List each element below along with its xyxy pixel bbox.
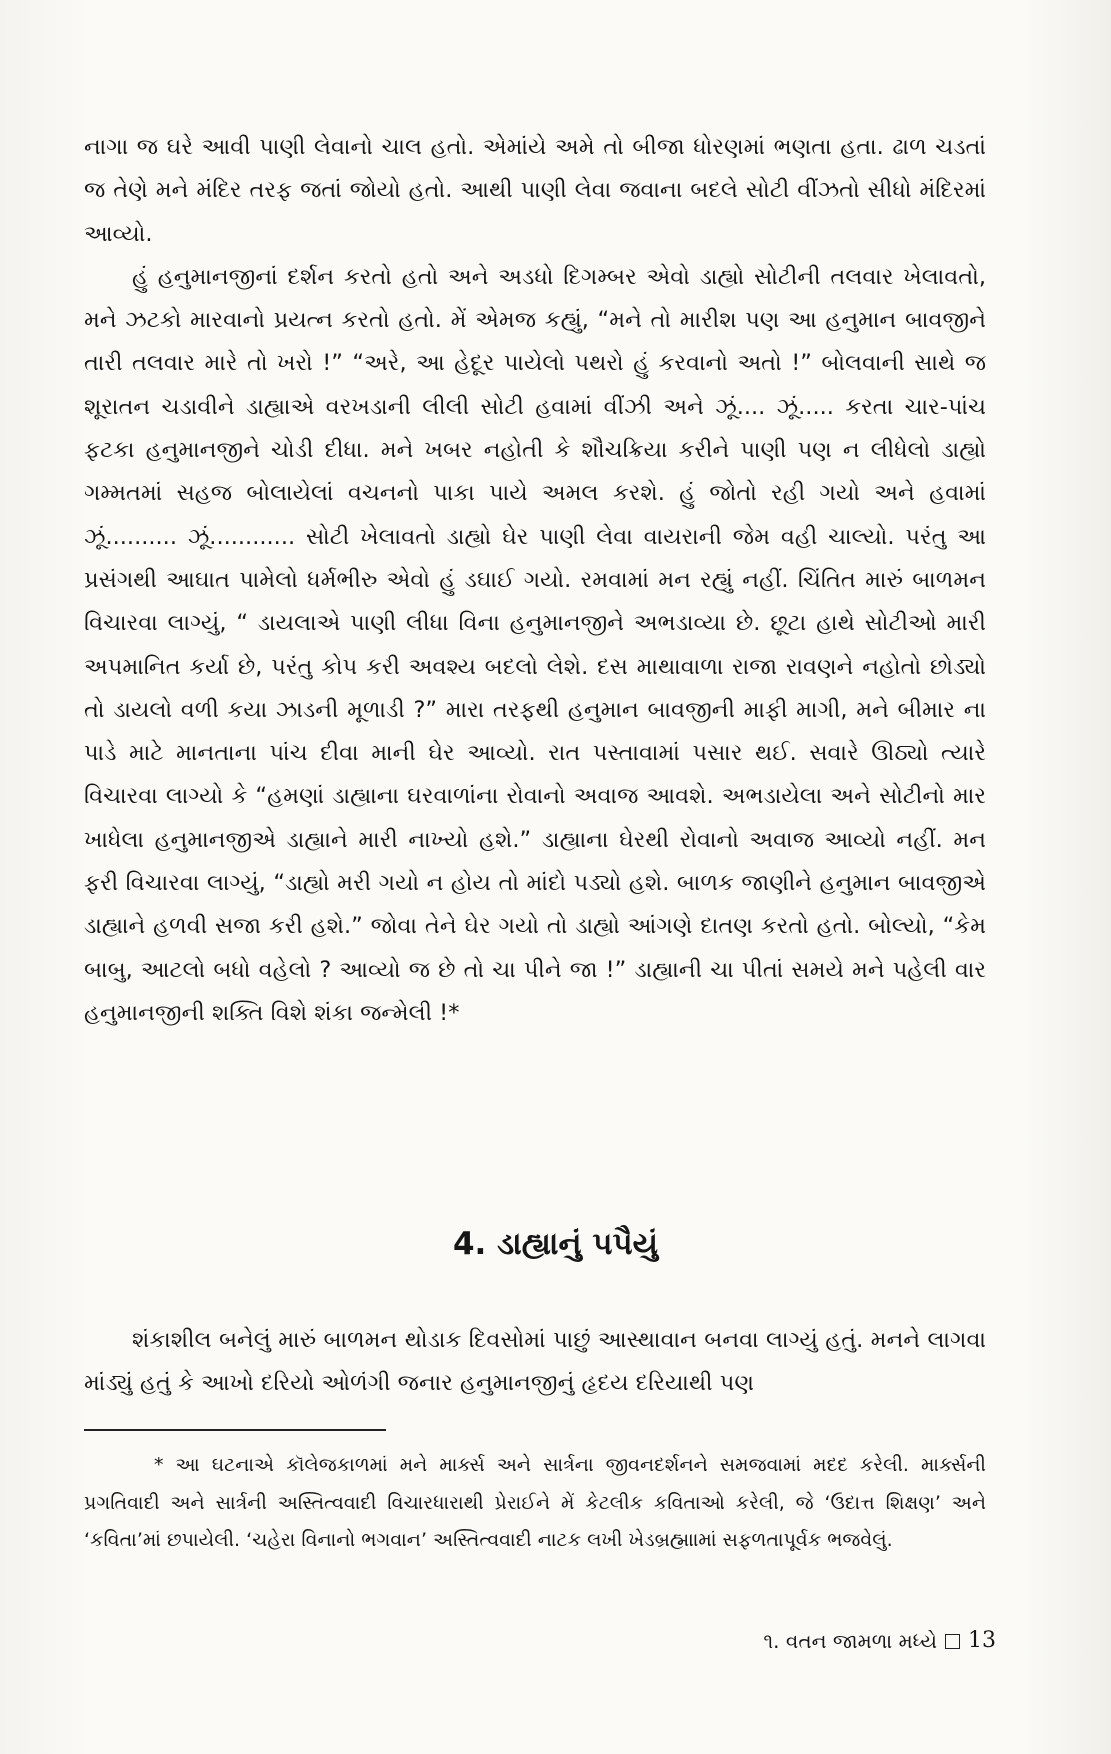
footnote-divider (84, 1429, 386, 1431)
chapter-opening-paragraph: શંકાશીલ બનેલું મારું બાળમન થોડાક દિવસોમાં પાછું આસ્થાવાન બનવા લાગ્યું હતું. મનને લાગવા માંડ્યું હતું કે આખો દરિયો ઓળંગી જનાર હનુમાનજીનું હૃદય દરિયાથી પણ (84, 1327, 986, 1397)
square-box-icon (945, 1634, 960, 1649)
running-footer-chapter: ૧. વતન જામળા મધ્યે (763, 1629, 937, 1653)
paragraph-continued: નાગા જ ઘરે આવી પાણી લેવાનો ચાલ હતો. એમાંયે અમે તો બીજા ધોરણમાં ભણતા હતા. ઢાળ ચડતાં જ તેણે મને મંદિર તરફ જતાં જોયો હતો. આથી પાણી લેવા જવાના બદલે સોટી વીંઝતો સીધો મંદિરમાં આવ્યો. (84, 134, 986, 247)
footnote: * આ ઘટનાએ કૉલેજકાળમાં મને માર્ક્સ અને સાર્ત્રના જીવનદર્શનને સમજવામાં મદદ કરેલી. માર્ક્સની પ્રગતિવાદી અને સાર્ત્રની અસ્તિત્વવાદી વિચારધારાથી પ્રેરાઈને મેં કેટલીક કવિતાઓ કરેલી, જે ‘ઉદાત્ત શિક્ષણ’ અને ‘કવિતા’માં છપાયેલી. ‘ચહેરા વિનાનો ભગવાન’ અસ્તિત્વવાદી નાટક લખી ખેડબ્રહ્માામાં સફળતાપૂર્વક ભજવેલું. (84, 1454, 986, 1551)
chapter-body (84, 1319, 986, 1406)
body-text (84, 126, 986, 1035)
paragraph-main: હું હનુમાનજીનાં દર્શન કરતો હતો અને અડધો દિગમ્બર એવો ડાહ્યો સોટીની તલવાર ખેલાવતો, મને ઝટકો મારવાનો પ્રયત્ન કરતો હતો. મેં એમજ કહ્યું, “મને તો મારીશ પણ આ હનુમાન બાવજીને તારી તલવાર મારે તો ખરો !” “અરે, આ હેદૂર પાયેલો પથરો હું કરવાનો અતો !” બોલવાની સાથે જ શૂરાતન ચડાવીને ડાહ્યાએ વરખડાની લીલી સોટી હવામાં વીંઝી અને ઝૂં.... ઝૂં..... કરતા ચાર-પાંચ ફટકા હનુમાનજીને ચોડી દીધા. મને ખબર નહોતી કે શૌચક્રિયા કરીને પાણી પણ ન લીધેલો ડાહ્યો ગમ્મતમાં સહજ બોલાયેલાં વચનનો પાકા પાયે અમલ કરશે. હું જોતો રહી ગયો અને હવામાં ઝૂં.......... ઝૂં............ સોટી ખેલાવતો ડાહ્યો ઘેર પાણી લેવા વાયરાની જેમ વહી ચાલ્યો. પરંતુ આ પ્રસંગથી આઘાત પામેલો ધર્મભીરુ એવો હું ડઘાઈ ગયો. રમવામાં મન રહ્યું નહીં. ચિંતિત મારું બાળમન વિચારવા લાગ્યું, “ ડાયલાએ પાણી લીધા વિના હનુમાનજીને અભડાવ્યા છે. છૂટા હાથે સોટીઓ મારી અપમાનિત કર્યા છે, પરંતુ કોપ કરી અવશ્ય બદલો લેશે. દસ માથાવાળા રાજા રાવણને નહોતો છોડ્યો તો ડાયલો વળી કયા ઝાડની મૂળાડી ?” મારા તરફથી હનુમાન બાવજીની માફી માગી, મને બીમાર ના પાડે માટે માનતાના પાંચ દીવા માની ઘેર આવ્યો. રાત પસ્તાવામાં પસાર થઈ. સવારે ઊઠ્યો ત્યારે વિચારવા લાગ્યો કે “હમણાં ડાહ્યાના ઘરવાળાંના રોવાનો અવાજ આવશે. અભડાયેલા અને સોટીનો માર ખાધેલા હનુમાનજીએ ડાહ્યાને મારી નાખ્યો હશે.” ડાહ્યાના ઘેરથી રોવાનો અવાજ આવ્યો નહીં. મન ફરી વિચારવા લાગ્યું, “ડાહ્યો મરી ગયો ન હોય તો માંદો પડ્યો હશે. બાળક જાણીને હનુમાન બાવજીએ ડાહ્યાને હળવી સજા કરી હશે.” જોવા તેને ઘેર ગયો તો ડાહ્યો આંગણે દાતણ કરતો હતો. બોલ્યો, “કેમ બાબુ, આટલો બધો વહેલો ? આવ્યો જ છે તો ચા પીને જા !” ડાહ્યાની ચા પીતાં સમયે મને પહેલી વાર હનુમાનજીની શક્તિ વિશે શંકા જન્મેલી !* (84, 263, 986, 1026)
page-number: 13 (968, 1628, 996, 1653)
chapter-heading: 4. ડાહ્યાનું પપૈયું (452, 1226, 659, 1262)
page-footer (763, 1626, 996, 1656)
